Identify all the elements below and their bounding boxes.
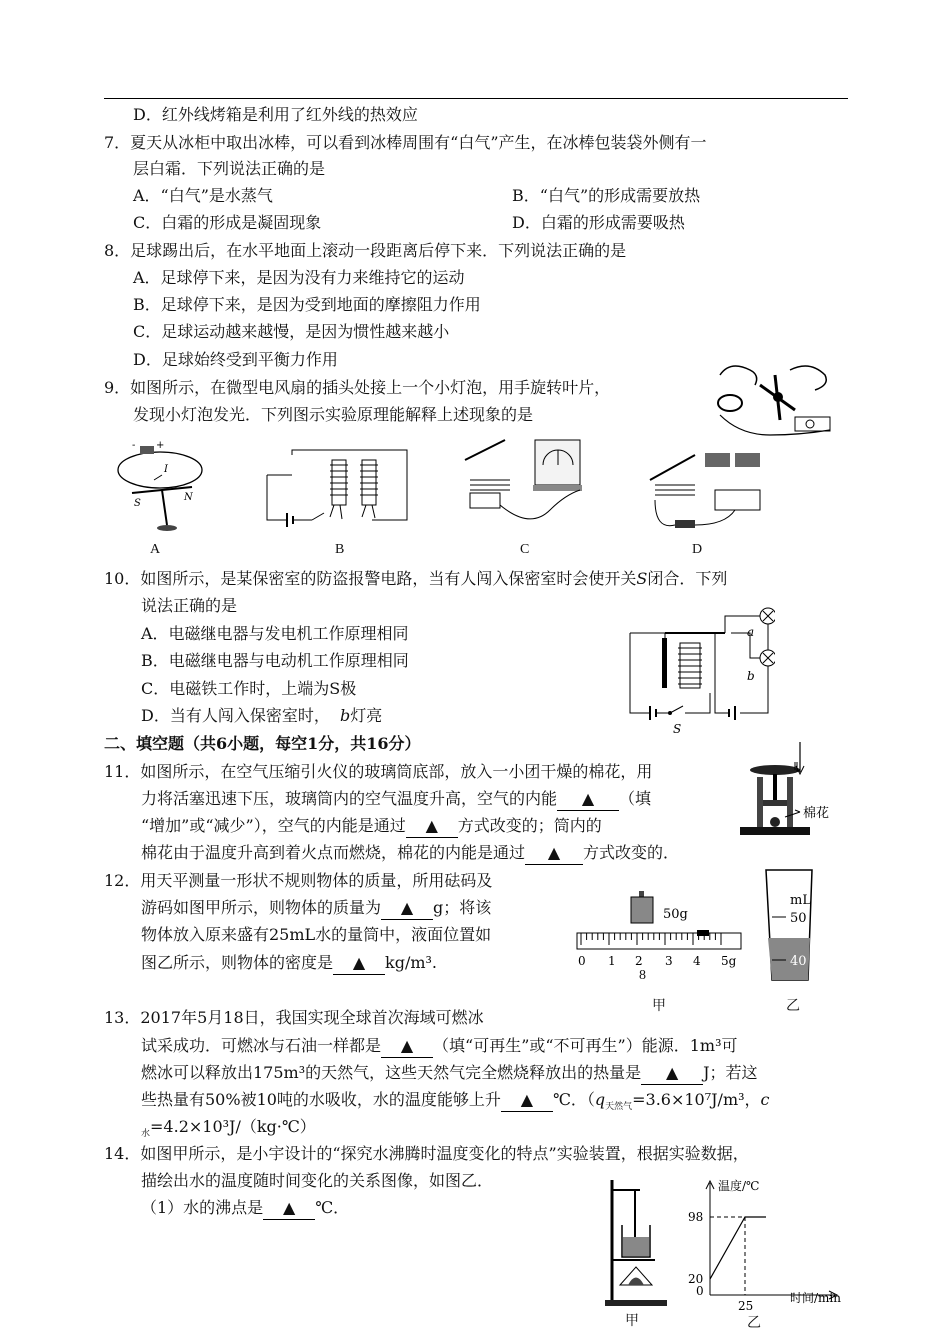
q8-option-c: C．足球运动越来越慢，是因为惯性越来越小 [133, 322, 450, 341]
q11-line2: 力将活塞迅速下压，玻璃筒内的空气温度升高，空气的内能 ▲ （填 [141, 788, 651, 811]
q14-fig-jia: 甲 [625, 1314, 639, 1329]
q11-blank-2[interactable]: ▲ [406, 815, 458, 838]
q10-option-c: C．电磁铁工作时，上端为S极 [141, 679, 357, 698]
fig-a-minus: - [132, 440, 136, 451]
q8-option-b: B．足球停下来，是因为受到地面的摩擦阻力作用 [133, 295, 481, 314]
q12-line2: 游码如图甲所示，则物体的质量为 ▲ g；将该 [141, 897, 491, 920]
q7-option-c: C．白霜的形成是凝固现象 [133, 213, 322, 232]
q14-line2: 描绘出水的温度随时间变化的关系图像，如图乙． [141, 1171, 494, 1190]
q12-blank-2[interactable]: ▲ [333, 952, 385, 975]
q13-line3: 燃冰可以释放出175m³的天然气，这些天然气完全燃烧释放出的热量是 ▲ J；若这 [141, 1062, 758, 1085]
q12-line3: 物体放入原来盛有25mL水的量筒中，液面位置如 [141, 925, 492, 944]
q7-stem-line2: 层白霜．下列说法正确的是 [133, 159, 326, 178]
graph-series-line [710, 1217, 766, 1279]
q8-option-a: A．足球停下来，是因为没有力来维持它的运动 [133, 268, 465, 287]
graph-tick-25: 25 [738, 1299, 754, 1313]
graph-xlabel: 时间/min [790, 1291, 841, 1305]
cylinder-40: 40 [790, 954, 807, 969]
q9-stem-line2: 发现小灯泡发光．下列图示实验原理能解释上述现象的是 [133, 405, 534, 424]
q13-line2: 试采成功．可燃冰与石油一样都是 ▲ （填“可再生”或“不可再生”）能源．1m³可 [141, 1035, 738, 1058]
down-arrow-icon [790, 740, 810, 780]
q13-blank-2[interactable]: ▲ [641, 1062, 703, 1085]
q11-blank-1[interactable]: ▲ [557, 788, 619, 811]
q7-stem-line1: 7．夏天从冰柜中取出冰棒，可以看到冰棒周围有“白气”产生，在冰棒包装袋外侧有一 [104, 133, 707, 152]
q10-option-d: D．当有人闯入保密室时， b灯亮 [141, 706, 383, 725]
q12-line4: 图乙所示，则物体的密度是 ▲ kg/m³. [141, 952, 437, 975]
q13-blank-3[interactable]: ▲ [501, 1089, 553, 1112]
q10-option-a: A．电磁继电器与发电机工作原理相同 [141, 624, 409, 643]
q14-blank-1[interactable]: ▲ [263, 1197, 315, 1220]
q14-line1: 14．如图甲所示，是小宇设计的“探究水沸腾时温度变化的特点”实验装置，根据实验数据， [104, 1144, 749, 1163]
figure-b-electromagnets [262, 445, 412, 530]
q13-line4: 些热量有50%被10吨的水吸收，水的温度能够上升 ▲ ℃．（$q_{天然气}=3.6\times 10^7J/m^3$，c [141, 1090, 770, 1113]
q11-line3: “增加”或“减少”），空气的内能是通过 ▲ 方式改变的；筒内的 [141, 815, 602, 838]
boiling-apparatus [600, 1175, 670, 1310]
q11-line4: 棉花由于温度升高到着火点而燃烧，棉花的内能是通过 ▲ 方式改变的． [141, 842, 679, 865]
q11-line1: 11．如图所示，在空气压缩引火仪的玻璃筒底部，放入一小团干燥的棉花，用 [104, 762, 653, 781]
q9-stem-line1: 9．如图所示，在微型电风扇的插头处接上一个小灯泡，用手旋转叶片， [104, 378, 611, 397]
fig-label-a: A [150, 542, 161, 557]
scale-3: 3 [665, 954, 673, 968]
fig-label-d: D [692, 542, 703, 557]
rider-reading: 8 [639, 968, 646, 983]
temperature-time-graph [680, 1175, 860, 1320]
scale-2: 2 [635, 954, 643, 968]
fig-yi-label: 乙 [786, 999, 800, 1014]
scale-4: 4 [693, 954, 701, 968]
fan-lamp-illustration [700, 355, 840, 450]
fig-a-north: N [184, 492, 193, 503]
figure-c-galvanometer [455, 435, 595, 530]
alarm-circuit-diagram [625, 598, 775, 738]
section-2-heading: 二、填空题（共6小题，每空1分，共16分） [104, 734, 421, 753]
q13-line5: $_水$=4.2×10³J/（kg·℃） [141, 1117, 316, 1140]
weight-label: 50g [663, 907, 688, 922]
ruler-numbers [578, 954, 737, 968]
q8-option-d: D．足球始终受到平衡力作用 [133, 350, 338, 369]
q6-option-d: D．红外线烤箱是利用了红外线的热效应 [133, 105, 418, 124]
scale-0: 0 [578, 954, 586, 968]
scale-1: 1 [608, 954, 616, 968]
header-rule [104, 98, 848, 99]
q11-blank-3[interactable]: ▲ [525, 842, 583, 865]
scale-5: 5g [721, 954, 737, 968]
figure-a-coil-compass [112, 440, 212, 535]
fig-label-b: B [335, 542, 345, 557]
fig-a-south: S [134, 498, 141, 509]
measuring-cylinder [760, 862, 820, 984]
fig-jia-label: 甲 [652, 999, 666, 1014]
q7-option-d: D．白霜的形成需要吸热 [512, 213, 685, 232]
q12-line1: 12．用天平测量一形状不规则物体的质量，所用砝码及 [104, 871, 493, 890]
fig-switch-label: S [673, 722, 682, 736]
graph-tick-98: 98 [688, 1210, 704, 1224]
fig-label-c: C [520, 542, 530, 557]
q10-stem-line1: 10．如图所示，是某保密室的防盗报警电路，当有人闯入保密室时会使开关S闭合．下列 [104, 569, 728, 588]
fig-a-current: I [164, 464, 168, 475]
fig-a-plus: + [156, 440, 165, 451]
q8-stem: 8．足球踢出后，在水平地面上滚动一段距离后停下来．下列说法正确的是 [104, 241, 627, 260]
cotton-label: 棉花 [803, 806, 830, 821]
cylinder-50: 50 [790, 911, 807, 926]
q7-option-a: A．“白气”是水蒸气 [133, 186, 273, 205]
graph-tick-20: 20 [688, 1272, 704, 1287]
q7-option-b: B．“白气”的形成需要放热 [512, 186, 701, 205]
cylinder-unit: mL [790, 893, 811, 908]
q10-stem-line2: 说法正确的是 [141, 596, 238, 615]
q10-option-b: B．电磁继电器与电动机工作原理相同 [141, 651, 409, 670]
q13-line1: 13．2017年5月18日，我国实现全球首次海域可燃冰 [104, 1008, 484, 1027]
fig-lamp-b: b [747, 669, 755, 683]
q14-fig-yi: 乙 [747, 1316, 761, 1331]
figure-d-motor-circuit [640, 445, 770, 535]
balance-weight-and-rider [575, 885, 745, 975]
graph-ylabel: 温度/℃ [718, 1179, 760, 1193]
q14-line3: （1）水的沸点是 ▲ ℃． [141, 1197, 349, 1220]
q13-blank-1[interactable]: ▲ [381, 1035, 433, 1058]
graph-origin: 0 [696, 1284, 704, 1298]
fig-lamp-a: a [747, 625, 755, 639]
q12-blank-1[interactable]: ▲ [381, 897, 433, 920]
